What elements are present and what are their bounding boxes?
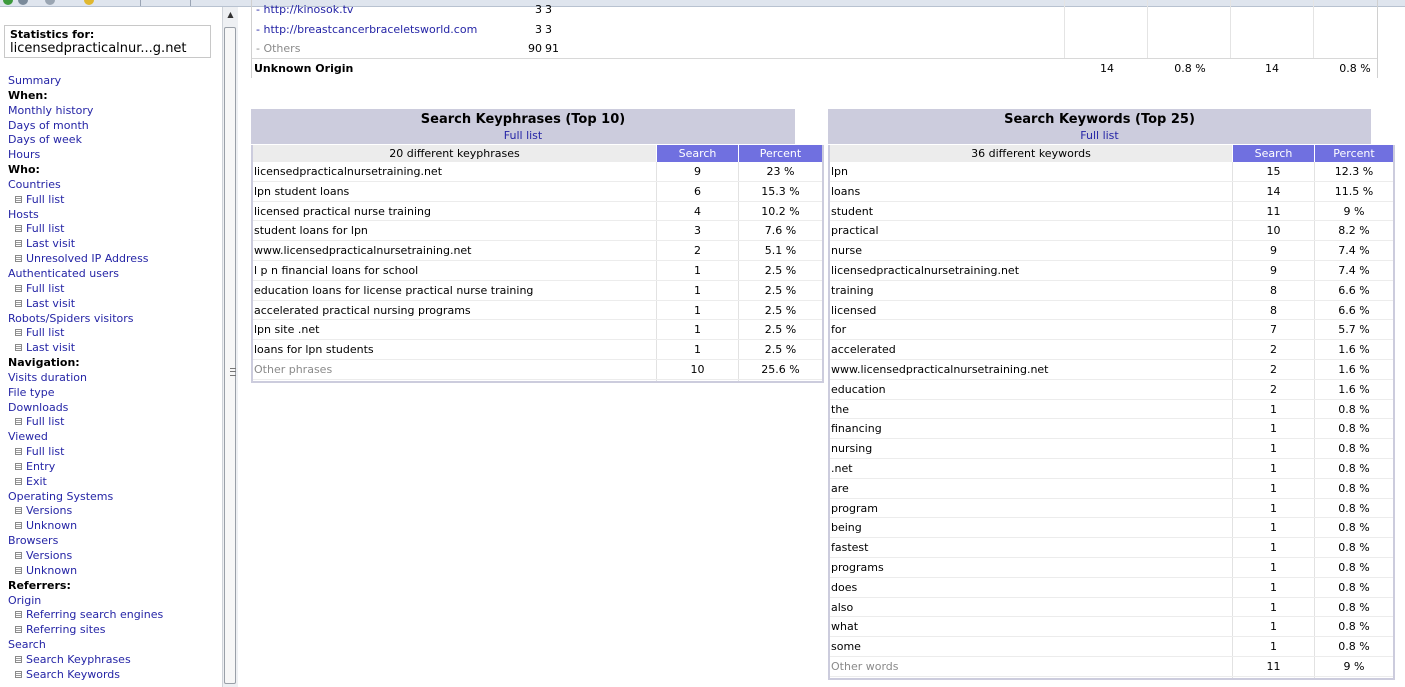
menu-sub-item-label: Last visit	[26, 237, 76, 251]
menu-item[interactable]: Days of month	[8, 118, 89, 132]
table-row	[830, 558, 1393, 578]
left-menu-frame	[0, 7, 222, 687]
table-row	[830, 400, 1393, 420]
keyword-text: licensedpracticalnursetraining.net	[254, 165, 443, 178]
percent-value: 0.8 %	[1338, 521, 1370, 535]
keyword-text: being	[831, 521, 862, 535]
menu-item: Who:	[8, 163, 40, 177]
search-count: 1	[694, 323, 701, 337]
menu-sub-item-label: Last visit	[26, 341, 76, 355]
menu-item[interactable]: Operating Systems	[8, 489, 114, 503]
keyword-text: training	[831, 283, 874, 297]
table-row	[830, 221, 1393, 241]
keyword-text: are	[831, 481, 849, 495]
menu-item[interactable]: Browsers	[8, 534, 59, 548]
table-row	[830, 182, 1393, 202]
list-icon	[15, 448, 22, 455]
keyword-text: also	[831, 600, 854, 614]
scrollbar-thumb[interactable]	[224, 27, 236, 684]
keyword-text: education loans for license practical nurse training	[254, 283, 534, 297]
keyword-text: programs	[831, 561, 884, 574]
table-row	[830, 281, 1393, 301]
menu-item[interactable]: Hours	[8, 148, 41, 162]
table-row	[253, 241, 822, 261]
keyphrases-table	[251, 145, 824, 383]
keyword-text: the	[831, 402, 850, 416]
search-count: 1	[1270, 481, 1277, 495]
referrer-pages: 3	[535, 22, 542, 36]
keyword-text: accelerated	[831, 343, 896, 357]
menu-item[interactable]: Robots/Spiders visitors	[8, 311, 134, 325]
list-icon	[15, 300, 22, 307]
percent-value: 0.8 %	[1338, 462, 1370, 475]
search-count: 1	[1270, 640, 1277, 654]
list-icon	[15, 626, 22, 633]
refresh-icon[interactable]	[18, 0, 28, 5]
keywords-full-list-link[interactable]: Full list	[1080, 129, 1119, 142]
menu-item[interactable]	[8, 445, 163, 460]
menu-sub-item-label: Entry	[26, 459, 56, 473]
percent-value: 2.5 %	[764, 283, 797, 297]
percent-value: 25.6 %	[761, 363, 800, 376]
keyword-text: lpn	[831, 165, 849, 178]
keyword-text: accelerated practical nursing programs	[254, 303, 471, 317]
percent-value: 1.6 %	[1338, 382, 1370, 396]
percent-value: 2.5 %	[764, 303, 797, 317]
menu-item[interactable]: Monthly history	[8, 103, 94, 117]
referrer-pages: 90	[528, 42, 542, 55]
keyword-text: what	[831, 620, 859, 634]
search-count: 1	[1270, 442, 1277, 456]
keywords-search-col: Search	[1233, 145, 1314, 162]
menu-item[interactable]	[8, 504, 163, 519]
menu-sub-item-label: Full list	[26, 222, 65, 236]
scroll-up-arrow-icon[interactable]: ▲	[227, 10, 234, 19]
percent-value: 9 %	[1343, 660, 1365, 673]
percent-value: 5.1 %	[764, 244, 797, 258]
unknown-origin-hits-pct: 0.8 %	[1339, 62, 1371, 75]
percent-value: 5.7 %	[1338, 323, 1370, 337]
referrer-link[interactable]: - http://kinosok.tv	[256, 3, 354, 16]
menu-item[interactable]	[8, 623, 163, 638]
keyword-text: lpn site .net	[254, 323, 320, 337]
list-icon	[15, 671, 22, 678]
percent-value: 0.8 %	[1338, 600, 1370, 614]
menu-item[interactable]	[8, 252, 163, 267]
percent-value: 10.2 %	[761, 204, 800, 218]
menu-item[interactable]	[8, 282, 163, 297]
search-count: 2	[1270, 382, 1277, 396]
percent-value: 2.5 %	[764, 343, 797, 357]
back-icon[interactable]	[3, 0, 13, 5]
percent-value: 0.8 %	[1338, 580, 1370, 594]
percent-value: 15.3 %	[761, 184, 800, 198]
keyword-text: program	[831, 501, 878, 515]
keyphrases-full-list-link[interactable]: Full list	[503, 129, 543, 142]
keyphrases-percent-col: Percent	[739, 145, 822, 162]
search-count: 3	[694, 224, 701, 238]
menu-sub-item-label: Full list	[26, 445, 65, 459]
keywords-column-header	[830, 145, 1393, 162]
percent-value: 7.6 %	[764, 224, 797, 238]
search-count: 10	[1266, 224, 1281, 238]
search-count: 7	[1270, 323, 1277, 337]
menu-sub-item-label: Unresolved IP Address	[26, 252, 149, 266]
table-row	[830, 578, 1393, 598]
menu-item[interactable]: File type	[8, 385, 55, 399]
search-count: 1	[1270, 600, 1277, 614]
percent-value: 1.6 %	[1338, 343, 1370, 357]
table-row	[830, 320, 1393, 340]
search-count: 1	[1270, 561, 1277, 574]
search-count: 1	[1270, 541, 1277, 555]
list-icon	[15, 418, 22, 425]
menu-sub-item-label: Referring search engines	[26, 608, 164, 622]
menu-sub-item-label: Full list	[26, 326, 65, 340]
menu-sub-item-label: Search Keywords	[26, 667, 120, 681]
search-count: 1	[1270, 402, 1277, 416]
table-row	[830, 598, 1393, 618]
statistics-for-label: Statistics for:	[10, 28, 95, 41]
menu-item[interactable]	[8, 653, 163, 668]
keyword-text: l p n financial loans for school	[254, 264, 419, 277]
table-row	[253, 162, 822, 182]
table-row	[830, 360, 1393, 380]
referrers-table	[251, 0, 1378, 78]
table-row	[253, 340, 822, 360]
keyword-text: loans for lpn students	[254, 343, 374, 357]
statistics-for-box	[4, 25, 211, 58]
home-icon[interactable]	[84, 0, 94, 5]
menu-item[interactable]	[8, 549, 163, 564]
table-row	[830, 301, 1393, 321]
search-count: 1	[694, 303, 701, 317]
unknown-origin-pages-pct: 0.8 %	[1174, 62, 1206, 75]
keyword-text: licensed practical nurse training	[254, 204, 431, 218]
menu-item[interactable]: Days of week	[8, 133, 82, 147]
keyword-text: for	[831, 323, 847, 337]
search-count: 9	[694, 165, 701, 178]
menu-item[interactable]	[8, 475, 163, 490]
referrer-pages: 3	[535, 3, 542, 16]
menu-item[interactable]	[8, 297, 163, 312]
keyword-text: lpn student loans	[254, 184, 350, 198]
percent-value: 0.8 %	[1338, 501, 1370, 515]
unknown-origin-row	[252, 58, 1377, 78]
search-count: 1	[1270, 501, 1277, 515]
unknown-origin-label: Unknown Origin	[254, 62, 354, 75]
percent-value: 0.8 %	[1338, 561, 1370, 574]
unknown-origin-pages: 14	[1100, 62, 1114, 75]
menu-sub-item-label: Versions	[26, 504, 73, 518]
search-count: 1	[1270, 580, 1277, 594]
referrer-hits: 91	[545, 42, 559, 55]
menu-item[interactable]	[8, 608, 163, 623]
percent-value: 6.6 %	[1338, 303, 1370, 317]
list-icon	[15, 507, 22, 514]
table-row	[253, 261, 822, 281]
table-row	[830, 617, 1393, 637]
menu-list	[8, 74, 163, 683]
percent-value: 6.6 %	[1338, 283, 1370, 297]
keywords-table	[828, 145, 1395, 680]
list-icon	[15, 196, 22, 203]
list-icon	[15, 344, 22, 351]
table-row	[830, 261, 1393, 281]
menu-item[interactable]	[8, 341, 163, 356]
menu-item[interactable]	[8, 519, 163, 534]
percent-value: 2.5 %	[764, 264, 797, 277]
percent-value: 0.8 %	[1338, 481, 1370, 495]
menu-sub-item-label: Versions	[26, 549, 73, 562]
keyword-text: Other words	[831, 660, 899, 673]
search-count: 1	[1270, 620, 1277, 634]
menu-item[interactable]: Origin	[8, 593, 42, 607]
table-row	[253, 301, 822, 321]
search-count: 15	[1266, 165, 1281, 178]
percent-value: 2.5 %	[764, 323, 797, 337]
menu-sub-item-label: Exit	[26, 474, 47, 488]
search-count: 2	[1270, 343, 1277, 357]
keyword-text: www.licensedpracticalnursetraining.net	[254, 244, 472, 258]
table-row	[830, 380, 1393, 400]
table-row	[830, 637, 1393, 657]
list-icon	[15, 478, 22, 485]
scrollbar-grip-icon	[230, 368, 236, 376]
percent-value: 7.4 %	[1338, 264, 1370, 277]
keyword-text: www.licensedpracticalnursetraining.net	[831, 363, 1049, 376]
menu-item[interactable]	[8, 237, 163, 252]
percent-value: 23 %	[766, 165, 795, 178]
list-icon	[15, 567, 22, 574]
keyphrases-column-header	[253, 145, 822, 162]
menu-item[interactable]: Countries	[8, 177, 61, 191]
search-count: 9	[1270, 264, 1277, 277]
keyword-text: licensed	[831, 303, 877, 317]
list-icon	[15, 522, 22, 529]
keyphrases-count-label: 20 different keyphrases	[253, 145, 656, 162]
main-content	[238, 3, 1405, 687]
table-row	[830, 340, 1393, 360]
keyword-text: .net	[831, 462, 853, 475]
list-icon	[15, 240, 22, 247]
search-count: 11	[1266, 660, 1281, 673]
table-row	[253, 320, 822, 340]
keyphrases-search-col: Search	[657, 145, 738, 162]
menu-item[interactable]	[8, 326, 163, 341]
search-count: 11	[1266, 204, 1281, 218]
stop-icon[interactable]	[45, 0, 55, 5]
referrer-hits: 3	[545, 3, 552, 16]
keyword-text: nurse	[831, 244, 862, 258]
referrer-hits: 3	[545, 22, 552, 36]
menu-item: When:	[8, 88, 48, 102]
table-row	[253, 202, 822, 222]
menu-item[interactable]	[8, 564, 163, 579]
keyword-text: nursing	[831, 442, 873, 456]
keyphrases-title: Search Keyphrases (Top 10)	[420, 112, 626, 127]
menu-sub-item-label: Search Keyphrases	[26, 652, 131, 666]
percent-value: 1.6 %	[1338, 363, 1370, 376]
table-row	[253, 281, 822, 301]
search-count: 1	[1270, 521, 1277, 535]
menu-sub-item-label: Unknown	[26, 519, 78, 533]
percent-value: 9 %	[1343, 204, 1365, 218]
menu-item[interactable]	[8, 460, 163, 475]
search-count: 2	[694, 244, 701, 258]
keyword-text: some	[831, 640, 861, 654]
percent-value: 0.8 %	[1338, 422, 1370, 436]
keyword-text: student loans for lpn	[254, 224, 368, 238]
menu-item[interactable]: Hosts	[8, 207, 39, 221]
menu-item[interactable]: Visits duration	[8, 370, 87, 384]
keyword-text: Other phrases	[254, 363, 333, 376]
menu-item[interactable]: Viewed	[8, 430, 48, 444]
keyword-text: education	[831, 382, 886, 396]
table-row	[830, 479, 1393, 499]
menu-item[interactable]: Summary	[8, 74, 62, 87]
table-row	[830, 538, 1393, 558]
search-count: 1	[1270, 422, 1277, 436]
percent-value: 0.8 %	[1338, 442, 1370, 456]
list-icon	[15, 255, 22, 262]
table-row	[830, 459, 1393, 479]
keywords-percent-col: Percent	[1315, 145, 1393, 162]
menu-item[interactable]	[8, 668, 163, 683]
keyword-text: licensedpracticalnursetraining.net	[831, 264, 1020, 277]
keyword-text: student	[831, 204, 874, 218]
menu-item[interactable]	[8, 415, 163, 430]
table-row	[830, 241, 1393, 261]
keyword-text: practical	[831, 224, 879, 238]
menu-sub-item-label: Full list	[26, 281, 65, 295]
percent-value: 7.4 %	[1338, 244, 1370, 258]
table-row	[253, 360, 822, 380]
search-count: 8	[1270, 303, 1277, 317]
table-row	[253, 221, 822, 241]
list-icon	[15, 463, 22, 470]
keyword-text: fastest	[831, 541, 869, 555]
search-count: 1	[694, 283, 701, 297]
search-count: 1	[694, 264, 701, 277]
toolbar-divider	[140, 0, 141, 6]
search-count: 8	[1270, 283, 1277, 297]
percent-value: 11.5 %	[1334, 184, 1374, 198]
keyword-text: does	[831, 580, 858, 594]
table-row	[830, 499, 1393, 519]
percent-value: 0.8 %	[1338, 402, 1370, 416]
table-row	[253, 182, 822, 202]
menu-sub-item-label: Full list	[26, 415, 65, 429]
percent-value: 12.3 %	[1334, 165, 1374, 178]
list-icon	[15, 329, 22, 336]
menu-scrollbar[interactable]	[222, 7, 238, 687]
search-count: 6	[694, 184, 701, 198]
search-count: 2	[1270, 363, 1277, 376]
menu-item: Referrers:	[8, 578, 71, 592]
menu-item[interactable]: Authenticated users	[8, 266, 119, 280]
keywords-header	[828, 109, 1371, 144]
search-count: 10	[690, 363, 705, 376]
percent-value: 0.8 %	[1338, 541, 1370, 555]
list-icon	[15, 285, 22, 292]
keyword-text: loans	[831, 184, 861, 198]
table-row	[830, 419, 1393, 439]
percent-value: 8.2 %	[1338, 224, 1370, 238]
referrer-link: - Others	[256, 42, 301, 55]
toolbar-divider	[190, 0, 191, 6]
search-count: 4	[694, 204, 701, 218]
keyphrases-header	[251, 109, 795, 144]
menu-item[interactable]: Search	[8, 638, 46, 652]
menu-sub-item-label: Referring sites	[26, 623, 106, 637]
unknown-origin-hits: 14	[1265, 62, 1279, 75]
search-count: 1	[694, 343, 701, 357]
search-count: 1	[1270, 462, 1277, 475]
site-name: licensedpracticalnur...g.net	[10, 41, 187, 56]
percent-value: 0.8 %	[1338, 640, 1370, 654]
menu-item[interactable]	[8, 193, 163, 208]
table-row	[830, 518, 1393, 538]
referrer-link[interactable]: - http://breastcancerbraceletsworld.com	[256, 22, 478, 36]
menu-sub-item-label: Unknown	[26, 563, 78, 577]
search-count: 14	[1266, 184, 1281, 198]
table-row	[830, 657, 1393, 677]
percent-value: 0.8 %	[1338, 620, 1370, 634]
menu-item: Navigation:	[8, 356, 80, 370]
table-row	[830, 162, 1393, 182]
list-icon	[15, 656, 22, 663]
keywords-count-label: 36 different keywords	[830, 145, 1232, 162]
table-row	[830, 439, 1393, 459]
menu-sub-item-label: Full list	[26, 192, 65, 206]
search-count: 9	[1270, 244, 1277, 258]
list-icon	[15, 225, 22, 232]
keywords-title: Search Keywords (Top 25)	[1004, 112, 1195, 127]
menu-item[interactable]: Downloads	[8, 400, 69, 414]
menu-sub-item-label: Last visit	[26, 296, 76, 310]
keyword-text: financing	[831, 422, 882, 436]
table-row	[830, 202, 1393, 222]
list-icon	[15, 552, 22, 559]
list-icon	[15, 611, 22, 618]
menu-item[interactable]	[8, 222, 163, 237]
